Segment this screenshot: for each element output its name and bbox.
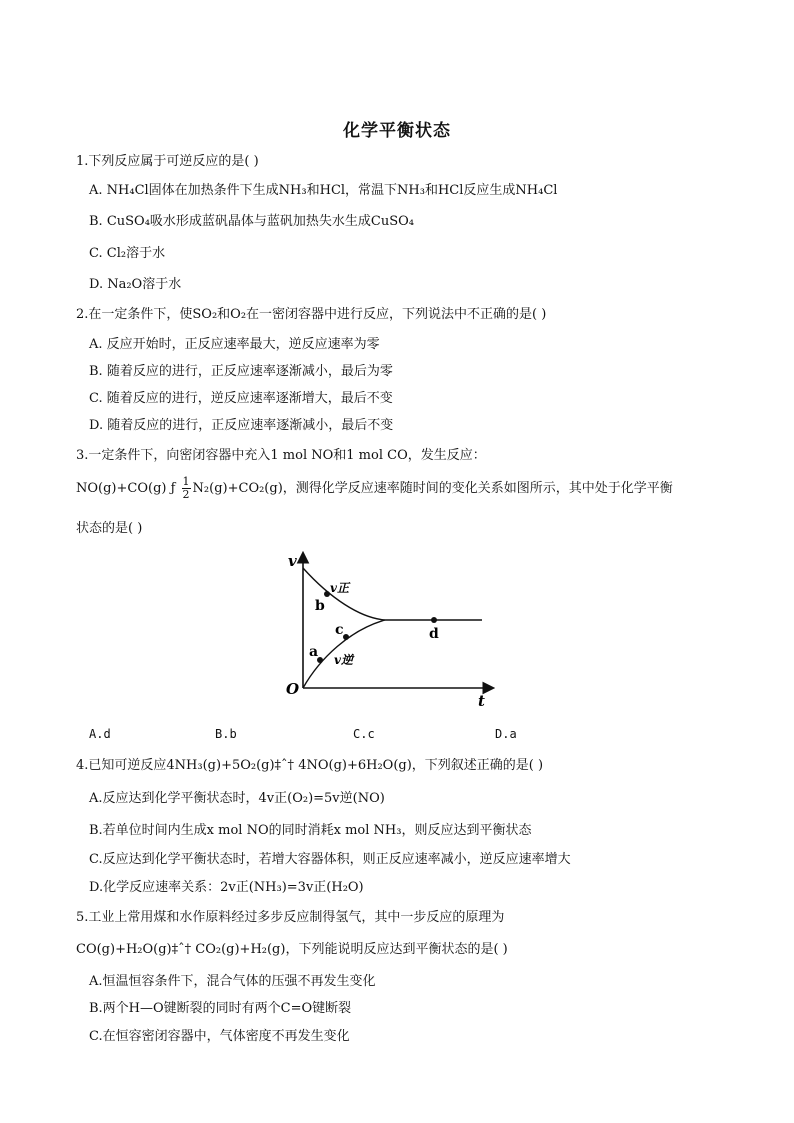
question-4-option-a: A.反应达到化学平衡状态时，4v正(O₂)=5v逆(NO) xyxy=(89,791,385,806)
question-3-equation xyxy=(76,476,673,502)
label-a: a xyxy=(309,644,319,660)
label-d: d xyxy=(429,626,439,642)
question-3-stem: 3.一定条件下，向密闭容器中充入1 mol NO和1 mol CO，发生反应： xyxy=(76,448,486,463)
question-4-option-d: D.化学反应速率关系：2v正(NH₃)=3v正(H₂O) xyxy=(89,880,364,895)
question-2-stem: 2.在一定条件下，使SO₂和O₂在一密闭容器中进行反应，下列说法中不正确的是( ) xyxy=(76,307,547,322)
question-1-option-a: A. NH₄Cl固体在加热条件下生成NH₃和HCl，常温下NH₃和HCl反应生成NH₄Cl xyxy=(89,183,558,198)
question-4-option-b: B.若单位时间内生成x mol NO的同时消耗x mol NH₃，则反应达到平衡状态 xyxy=(89,823,532,838)
question-4-stem: 4.已知可逆反应4NH₃(g)+5O₂(g)‡ˆ† 4NO(g)+6H₂O(g)，下列叙述正确的是( ) xyxy=(76,758,544,773)
label-b: b xyxy=(315,598,325,614)
label-v-forward: v正 xyxy=(330,581,349,595)
y-axis-label: v xyxy=(288,552,297,570)
page-title: 化学平衡状态 xyxy=(343,121,451,141)
question-2-option-d: D. 随着反应的进行，正反应速率逐渐减小，最后不变 xyxy=(89,418,394,433)
question-3-stem-end: 状态的是( ) xyxy=(76,521,143,536)
question-2-option-a: A. 反应开始时，正反应速率最大，逆反应速率为零 xyxy=(89,337,380,352)
question-3-options xyxy=(89,727,589,745)
point-d xyxy=(431,617,437,623)
x-axis-label: t xyxy=(478,692,485,710)
question-4-option-c: C.反应达到化学平衡状态时，若增大容器体积，则正反应速率减小，逆反应速率增大 xyxy=(89,852,571,867)
rate-time-graph xyxy=(280,548,500,713)
question-5-stem: 5.工业上常用煤和水作原料经过多步反应制得氢气，其中一步反应的原理为 xyxy=(76,910,505,925)
equation-right: N₂(g)+CO₂(g)，测得化学反应速率随时间的变化关系如图所示，其中处于化学平衡 xyxy=(192,481,673,496)
question-3-option-a: A.d xyxy=(89,727,111,741)
point-c xyxy=(343,634,349,640)
question-2-option-c: C. 随着反应的进行，逆反应速率逐渐增大，最后不变 xyxy=(89,391,393,406)
question-1-option-c: C. Cl₂溶于水 xyxy=(89,246,166,261)
question-5-stem-equation: CO(g)+H₂O(g)‡ˆ† CO₂(g)+H₂(g)，下列能说明反应达到平衡状态的是( ) xyxy=(76,942,508,957)
question-2-option-b: B. 随着反应的进行，正反应速率逐渐减小，最后为零 xyxy=(89,364,393,379)
question-5-option-c: C.在恒容密闭容器中，气体密度不再发生变化 xyxy=(89,1029,350,1044)
question-5-option-b: B.两个H—O键断裂的同时有两个C=O键断裂 xyxy=(89,1001,352,1016)
question-3-option-c: C.c xyxy=(353,727,375,741)
question-3-option-d: D.a xyxy=(495,727,517,741)
question-3-option-b: B.b xyxy=(215,727,237,741)
question-1-option-d: D. Na₂O溶于水 xyxy=(89,277,182,292)
equation-fraction: $\frac{1}{2}$ xyxy=(182,475,190,501)
question-1-stem: 1.下列反应属于可逆反应的是( ) xyxy=(76,154,259,169)
label-v-reverse: v逆 xyxy=(334,653,353,667)
origin-label: O xyxy=(286,680,300,698)
label-c: c xyxy=(335,622,344,638)
question-1-option-b: B. CuSO₄吸水形成蓝矾晶体与蓝矾加热失水生成CuSO₄ xyxy=(89,214,415,229)
question-5-option-a: A.恒温恒容条件下，混合气体的压强不再发生变化 xyxy=(89,974,376,989)
equation-left: NO(g)+CO(g) ƒ xyxy=(76,481,180,496)
